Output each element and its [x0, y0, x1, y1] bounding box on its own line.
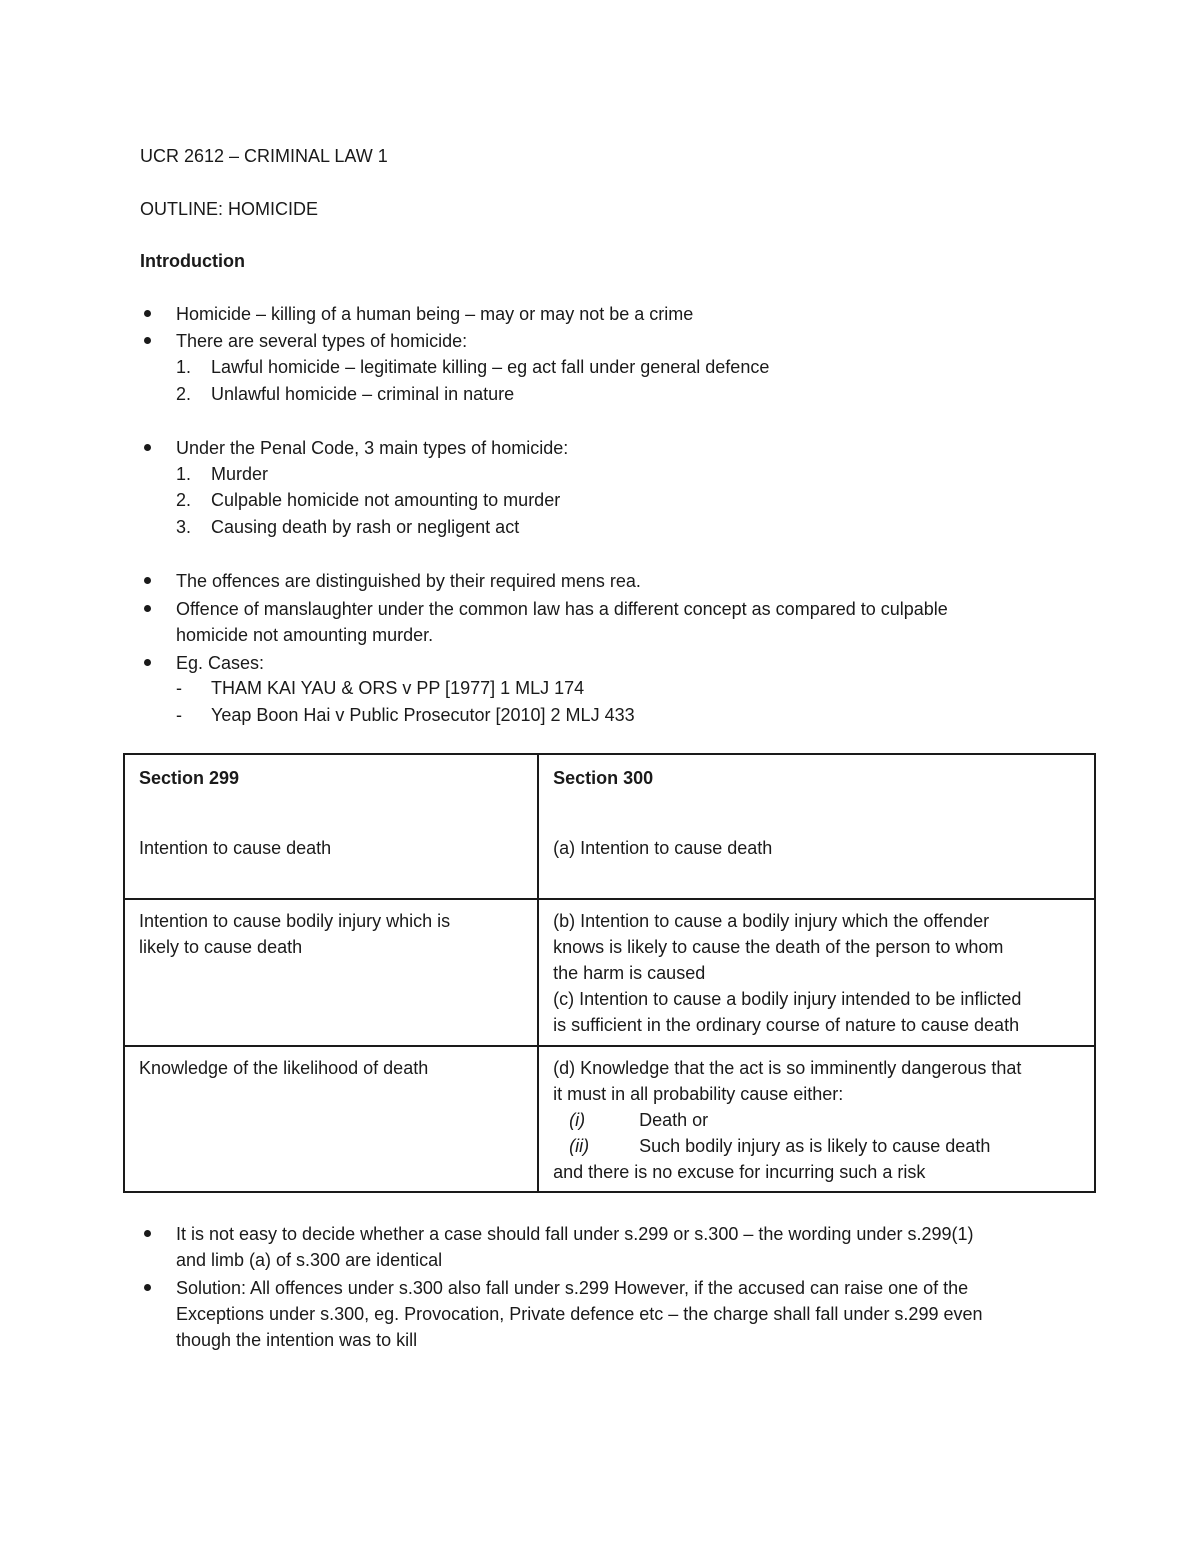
cell-text: Intention to cause bodily injury which is: [139, 911, 451, 931]
table-cell: [124, 827, 538, 899]
list-number: 3.: [176, 517, 192, 537]
list-item: Solution: All offences under s.300 also fall under s.299 However, if the accused can raise one of the: [176, 1278, 969, 1298]
list-item-continued: and limb (a) of s.300 are identical: [176, 1250, 443, 1270]
column-header: Section 299: [139, 768, 240, 788]
list-item: The offences are distinguished by their required mens rea.: [176, 571, 641, 591]
bullet-icon: [144, 577, 151, 584]
cell-text: it must in all probability cause either:: [553, 1084, 844, 1104]
sub-item-text: Such bodily injury as is likely to cause death: [639, 1136, 991, 1156]
cell-text: (d) Knowledge that the act is so imminently dangerous that: [553, 1058, 1022, 1078]
table-row: [124, 899, 1095, 1046]
sub-item-text: Death or: [639, 1110, 709, 1130]
column-header: Section 300: [553, 768, 654, 788]
table-cell: [124, 899, 538, 1046]
list-item: It is not easy to decide whether a case should fall under s.299 or s.300 – the wording under s.299(1): [176, 1224, 974, 1244]
table-cell: [538, 1046, 1095, 1192]
bullet-icon: [144, 1284, 151, 1291]
list-item: Unlawful homicide – criminal in nature: [211, 384, 515, 404]
list-item: Offence of manslaughter under the common law has a different concept as compared to culpable: [176, 599, 948, 619]
bullet-icon: [144, 337, 151, 344]
course-title: UCR 2612 – CRIMINAL LAW 1: [140, 146, 388, 166]
bullet-icon: [144, 659, 151, 666]
table-cell: [538, 899, 1095, 1046]
cell-text: knows is likely to cause the death of the person to whom: [553, 937, 1004, 957]
table-row: [124, 827, 1095, 899]
cell-text: the harm is caused: [553, 963, 706, 983]
list-item: Homicide – killing of a human being – may or may not be a crime: [176, 304, 694, 324]
section-heading: Introduction: [140, 251, 245, 271]
cell-text: is sufficient in the ordinary course of nature to cause death: [553, 1015, 1020, 1035]
cell-text: and there is no excuse for incurring such a risk: [553, 1162, 926, 1182]
list-item: Eg. Cases:: [176, 653, 265, 673]
list-item: There are several types of homicide:: [176, 331, 468, 351]
list-item-continued: Exceptions under s.300, eg. Provocation, Private defence etc – the charge shall fall under s.299 even: [176, 1304, 983, 1324]
bullet-icon: [144, 605, 151, 612]
list-number: 1.: [176, 357, 192, 377]
table-row: [124, 754, 1095, 827]
table-header-cell: [124, 754, 538, 827]
list-item: Under the Penal Code, 3 main types of homicide:: [176, 438, 569, 458]
cell-text: likely to cause death: [139, 937, 303, 957]
table-cell: [538, 827, 1095, 899]
roman-numeral: (i): [569, 1110, 586, 1130]
table-row: [124, 1046, 1095, 1192]
bullet-icon: [144, 444, 151, 451]
table-cell: [124, 1046, 538, 1192]
bullet-icon: [144, 1230, 151, 1237]
cell-text: (c) Intention to cause a bodily injury intended to be inflicted: [553, 989, 1022, 1009]
list-number: 1.: [176, 464, 192, 484]
cell-text: Knowledge of the likelihood of death: [139, 1058, 429, 1078]
dash-marker: -: [176, 678, 182, 698]
list-item-continued: homicide not amounting murder.: [176, 625, 434, 645]
list-item: Causing death by rash or negligent act: [211, 517, 520, 537]
list-item: Murder: [211, 464, 269, 484]
table-header-cell: [538, 754, 1095, 827]
case-citation: THAM KAI YAU & ORS v PP [1977] 1 MLJ 174: [211, 678, 585, 698]
roman-numeral: (ii): [569, 1136, 590, 1156]
cell-text: (a) Intention to cause death: [553, 838, 773, 858]
list-number: 2.: [176, 490, 192, 510]
bullet-icon: [144, 310, 151, 317]
case-citation: Yeap Boon Hai v Public Prosecutor [2010] 2 MLJ 433: [211, 705, 635, 725]
list-item-continued: though the intention was to kill: [176, 1330, 418, 1350]
list-item: Lawful homicide – legitimate killing – eg act fall under general defence: [211, 357, 770, 377]
sub-item: [553, 1107, 1080, 1133]
sub-item: [553, 1133, 1080, 1159]
section-comparison-table: [123, 753, 1096, 1193]
cell-text: (b) Intention to cause a bodily injury which the offender: [553, 911, 990, 931]
outline-title: OUTLINE: HOMICIDE: [140, 199, 319, 219]
list-number: 2.: [176, 384, 192, 404]
list-item: Culpable homicide not amounting to murder: [211, 490, 561, 510]
cell-text: Intention to cause death: [139, 838, 332, 858]
dash-marker: -: [176, 705, 182, 725]
